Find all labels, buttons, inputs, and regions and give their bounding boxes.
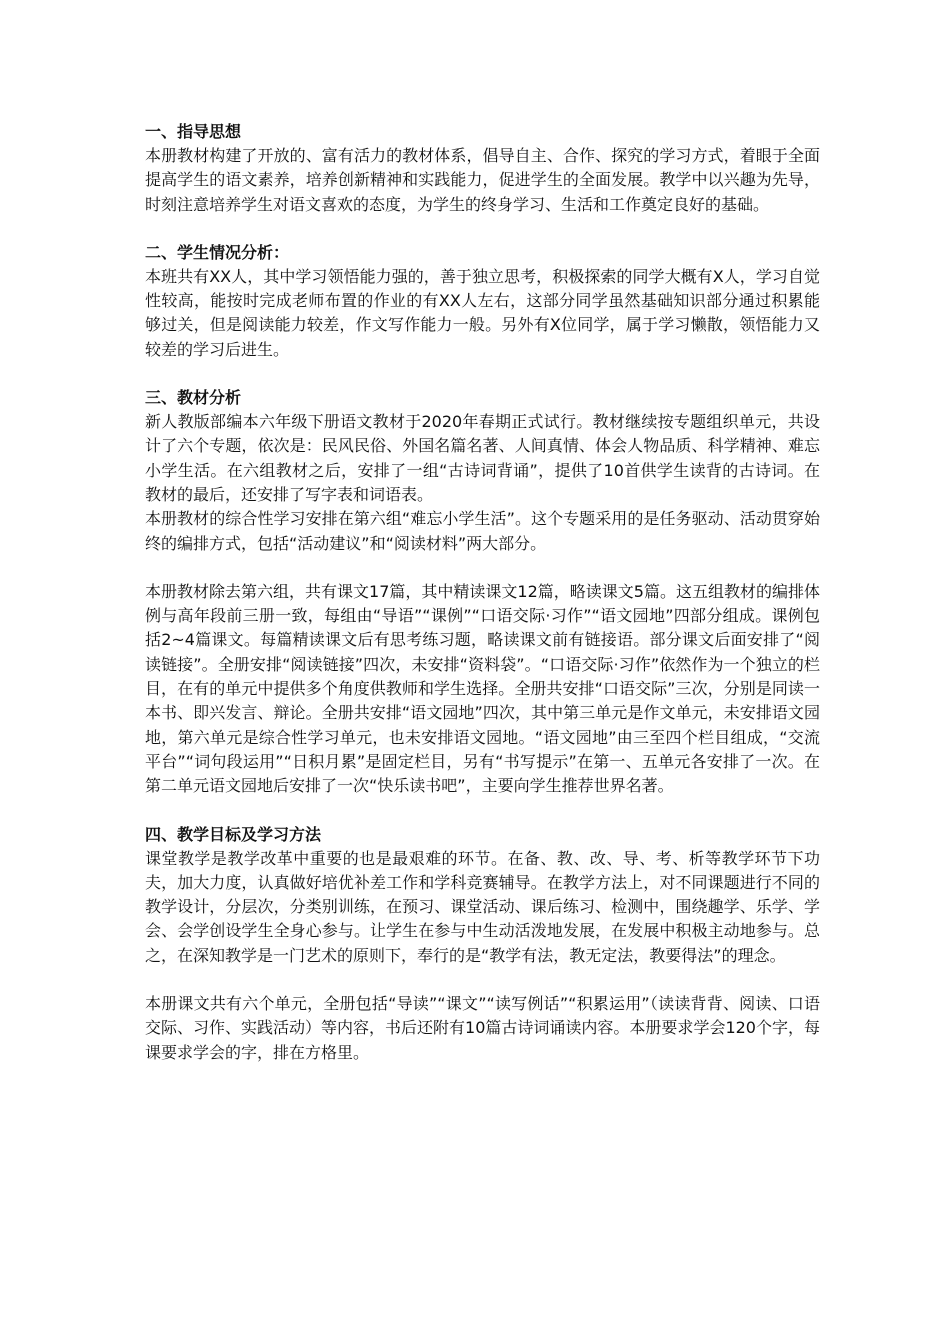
spacer: [145, 968, 820, 992]
paragraph: 本班共有XX人，其中学习领悟能力强的，善于独立思考，积极探索的同学大概有X人，学习自觉性较高，能按时完成老师布置的作业的有XX人左右，这部分同学虽然基础知识部分通过积累能够过关，但是阅读能力较差，作文写作能力一般。另外有X位同学，属于学习懒散，领悟能力又较差的学习后进生。: [145, 266, 820, 359]
section-heading: 三、教材分析: [145, 388, 242, 408]
document-page: [145, 120, 820, 1065]
section-teaching-goals: [145, 823, 820, 1065]
spacer: [145, 217, 820, 241]
paragraph: 新人教版部编本六年级下册语文教材于2020年春期正式试行。教材继续按专题组织单元，共设计了六个专题，依次是：民风民俗、外国名篇名著、人间真情、体会人物品质、科学精神、难忘小学生活。在六组教材之后，安排了一组“古诗词背诵”，提供了10首供学生读背的古诗词。在教材的最后，还安排了写字表和词语表。: [145, 412, 820, 504]
spacer: [145, 556, 820, 580]
section-heading: 二、学生情况分析：: [145, 242, 290, 262]
section-textbook-analysis: [145, 386, 820, 798]
section-guiding-ideology: [145, 120, 820, 217]
spacer: [145, 362, 820, 386]
section-heading: 四、教学目标及学习方法: [145, 824, 322, 844]
paragraph: 本册教材构建了开放的、富有活力的教材体系，倡导自主、合作、探究的学习方式，着眼于全面提高学生的语文素养，培养创新精神和实践能力，促进学生的全面发展。教学中以兴趣为先导，时刻注意培养学生对语文喜欢的态度，为学生的终身学习、生活和工作奠定良好的基础。: [145, 146, 820, 214]
paragraph: 本册课文共有六个单元，全册包括“导读”“课文”“读写例话”“积累运用”（读读背背、阅读、口语交际、习作、实践活动）等内容，书后还附有10篇古诗词诵读内容。本册要求学会120个字，每课要求学会的字，排在方格里。: [145, 994, 820, 1062]
paragraph: 课堂教学是教学改革中重要的也是最艰难的环节。在备、教、改、导、考、析等教学环节下功夫，加大力度，认真做好培优补差工作和学科竞赛辅导。在教学方法上，对不同课题进行不同的教学设计，分层次，分类别训练，在预习、课堂活动、课后练习、检测中，围绕趣学、乐学、学会、会学创设学生全身心参与。让学生在参与中生动活泼地发展，在发展中积极主动地参与。总之，在深知教学是一门艺术的原则下，奉行的是“教学有法，教无定法，教要得法”的理念。: [145, 848, 820, 965]
spacer: [145, 799, 820, 823]
section-heading: 一、指导思想: [145, 122, 242, 141]
section-student-analysis: [145, 241, 820, 362]
paragraph: 本册教材的综合性学习安排在第六组“难忘小学生活”。这个专题采用的是任务驱动、活动贯穿始终的编排方式，包括“活动建议”和“阅读材料”两大部分。: [145, 509, 820, 553]
paragraph: 本册教材除去第六组，共有课文17篇，其中精读课文12篇，略读课文5篇。这五组教材的编排体例与高年段前三册一致，每组由“导语”“课例”“口语交际·习作”“语文园地”四部分组成。课例包括2~4篇课文。每篇精读课文后有思考练习题，略读课文前有链接语。部分课文后面安排了“阅读链接”。全册安排“阅读链接”四次，未安排“资料袋”。“口语交际·习作”依然作为一个独立的栏目，在有的单元中提供多个角度供教师和学生选择。全册共安排“口语交际”三次，分别是同读一本书、即兴发言、辩论。全册共安排“语文园地”四次，其中第三单元是作文单元，未安排语文园地，第六单元是综合性学习单元，也未安排语文园地。“语文园地”由三至四个栏目组成，“交流平台”“词句段运用”“日积月累”是固定栏目，另有“书写提示”在第一、五单元各安排了一次。在第二单元语文园地后安排了一次“快乐读书吧”，主要向学生推荐世界名著。: [145, 581, 820, 796]
